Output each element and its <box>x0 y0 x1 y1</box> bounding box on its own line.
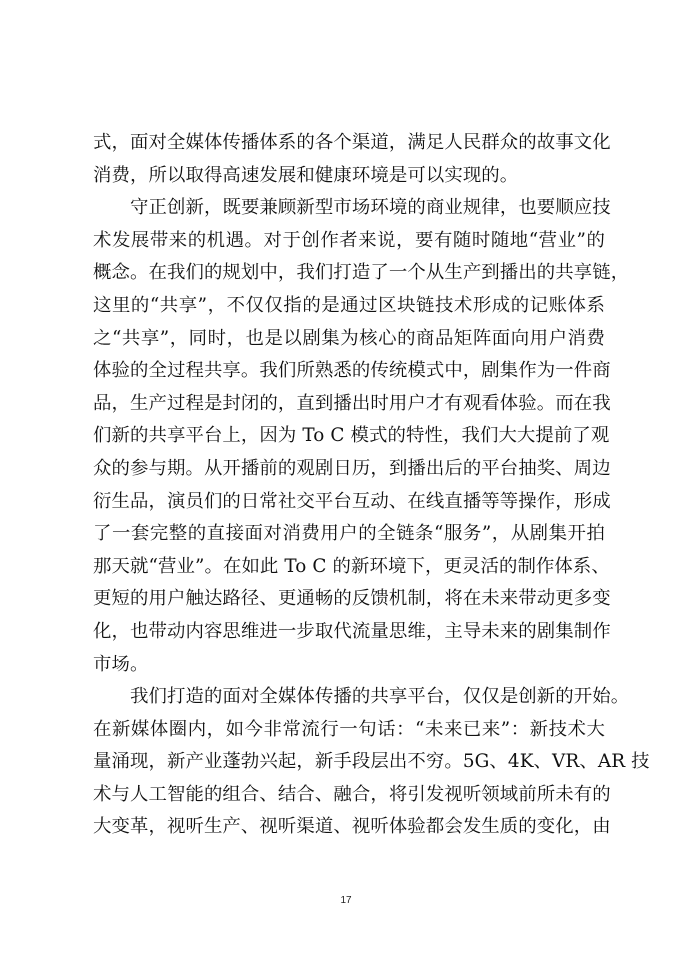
text-line: 体验的全过程共享。我们所熟悉的传统模式中，剧集作为一件商 <box>93 360 611 382</box>
text-line: 消费，所以取得高速发展和健康环境是可以实现的。 <box>93 164 519 186</box>
text-line: 在新媒体圈内，如今非常流行一句话：“未来已来”：新技术大 <box>93 718 605 740</box>
text-line: 量涌现，新产业蓬勃兴起，新手段层出不穷。5G、4K、VR、AR 技 <box>93 751 650 773</box>
text-line: 我们打造的面对全媒体传播的共享平台，仅仅是创新的开始。 <box>130 686 630 708</box>
text-line: 那天就“营业”。在如此 To C 的新环境下，更灵活的制作体系、 <box>93 555 610 577</box>
text-line: 这里的“共享”，不仅仅指的是通过区块链技术形成的记账体系 <box>93 294 605 316</box>
text-line: 更短的用户触达路径、更通畅的反馈机制，将在未来带动更多变 <box>93 588 611 610</box>
text-line: 术与人工智能的组合、结合、融合，将引发视听领域前所未有的 <box>93 783 611 805</box>
text-line: 了一套完整的直接面对消费用户的全链条“服务”，从剧集开拍 <box>93 523 605 545</box>
text-line: 概念。在我们的规划中，我们打造了一个从生产到播出的共享链， <box>93 262 630 284</box>
text-line: 守正创新，既要兼顾新型市场环境的商业规律，也要顺应技 <box>130 197 611 219</box>
body-text <box>93 127 650 844</box>
text-line: 品，生产过程是封闭的，直到播出时用户才有观看体验。而在我 <box>93 392 611 414</box>
text-line: 大变革，视听生产、视听渠道、视听体验都会发生质的变化，由 <box>93 816 611 838</box>
text-line: 众的参与期。从开播前的观剧日历，到播出后的平台抽奖、周边 <box>93 457 611 479</box>
text-line: 化，也带动内容思维进一步取代流量思维，主导未来的剧集制作 <box>93 620 611 642</box>
text-line: 式，面对全媒体传播体系的各个渠道，满足人民群众的故事文化 <box>93 132 611 153</box>
page-number: 17 <box>340 895 352 906</box>
text-line: 之“共享”，同时，也是以剧集为核心的商品矩阵面向用户消费 <box>93 327 605 349</box>
text-line: 们新的共享平台上，因为 To C 模式的特性，我们大大提前了观 <box>93 425 610 447</box>
text-line: 术发展带来的机遇。对于创作者来说，要有随时随地“营业”的 <box>93 229 605 251</box>
text-line: 市场。 <box>93 653 149 675</box>
text-line: 衍生品，演员们的日常社交平台互动、在线直播等等操作，形成 <box>93 490 611 512</box>
